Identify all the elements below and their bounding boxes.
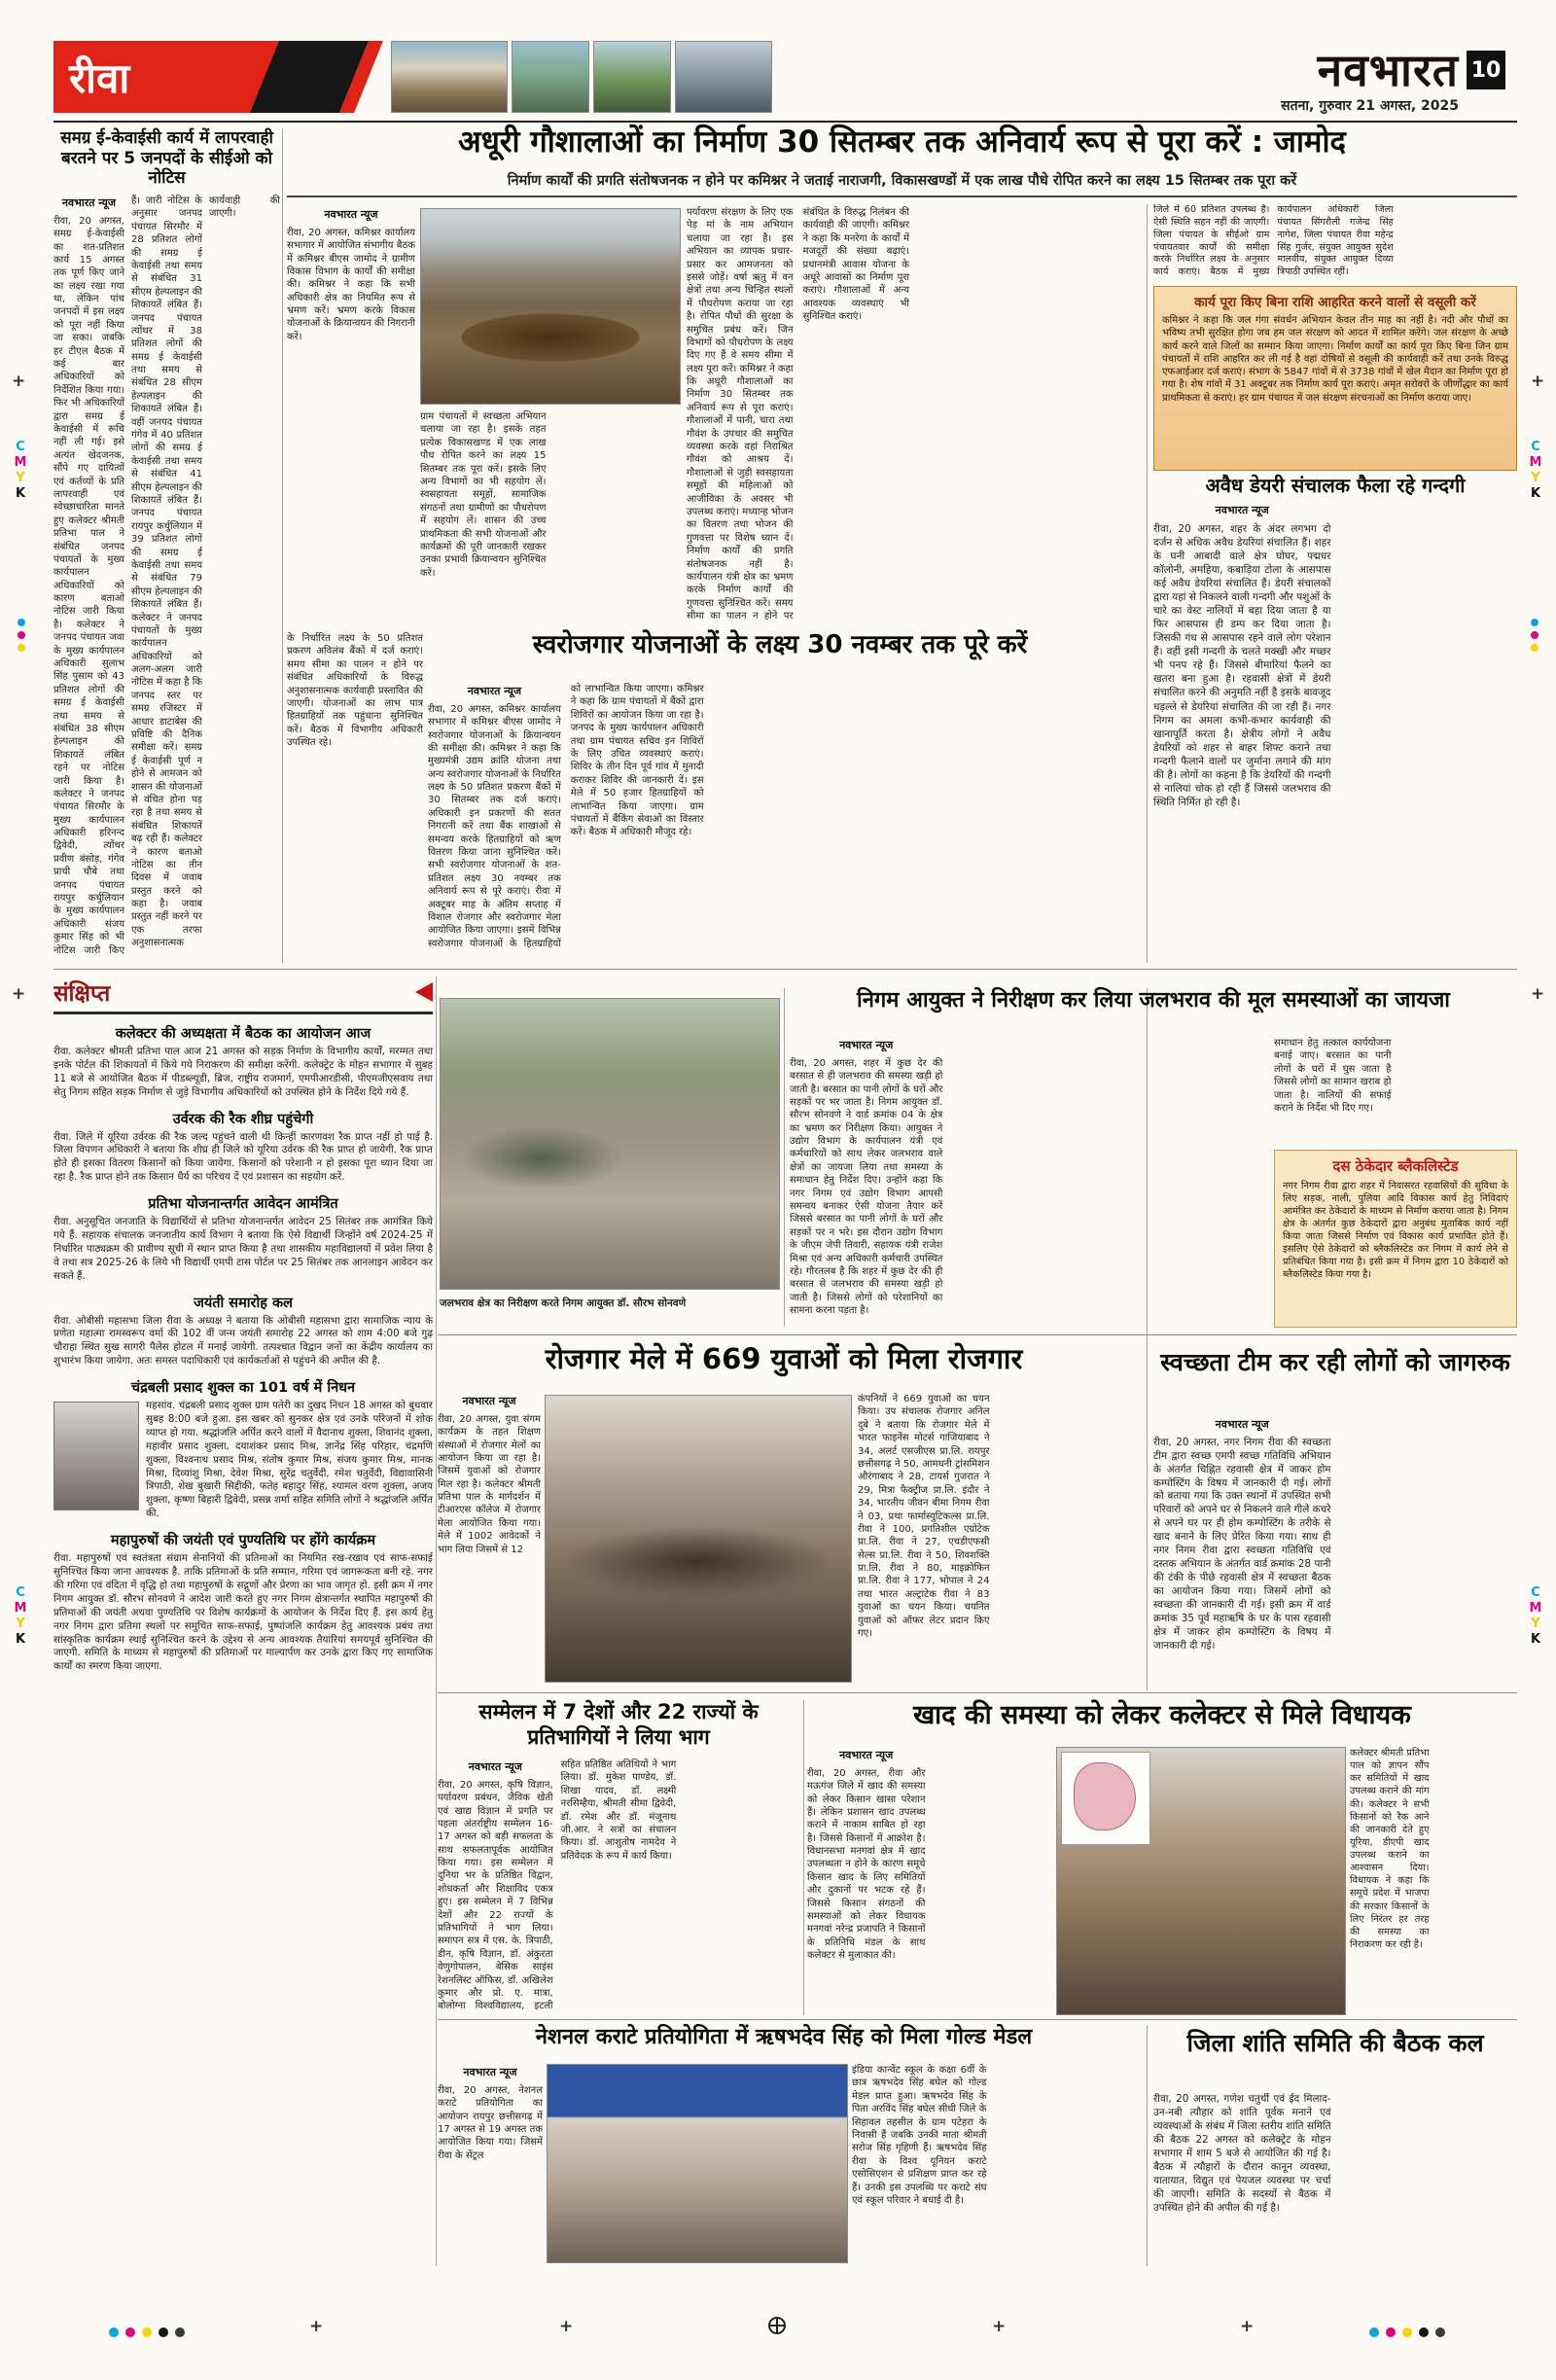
mla-collector-meeting-photo	[1056, 1747, 1346, 2015]
registration-target	[768, 2317, 786, 2334]
brief-title: कलेक्टर की अध्यक्षता में बैठक का आयोजन आज	[115, 1026, 371, 1042]
highlight-box-body: कमिश्नर ने कहा कि जल गंगा संवर्धन अभियान केवल तीन माह का नहीं है। नदी और पौधों का भविष्य तभी सुरक्षित होगा जब हम जल संरक्षण को आदत में शामिल करेंगे। जल संरक्षण के अच्छे कार्य करने वाले जिलों का सम्मान किया जाएगा। निर्माण कार्यों का कार्य पूरा किए बिना जिन ग्राम पंचायतों में राशि आहरित कर ली गई है वहां दोषियों से वसूली की कार्यवाही करें तथा उनके विरुद्ध एफआईआर दर्ज कराएं। संभाग के 5847 गांवों में से 3738 गांवों में खेल मैदान का निर्माण पूरा हो गया है। शेष गांवों में 31 अक्टूबर तक निर्माण कार्य पूरा कराएं। अमृत सरोवरों के जीर्णोद्धार का कार्य प्राथमिकता से कराएं। हर ग्राम पंचायत में जल संरक्षण संरचनाओं का निर्माण कराया जाए।	[1162, 315, 1508, 404]
registration-mark: +	[12, 372, 26, 391]
brief-body: रीवा. अनुसूचित जनजाति के विद्यार्थियों से प्रतिभा योजनान्तर्गत आवेदन 25 सितंबर तक आमंत्रित किये गये हैं. सहायक संचालक जनजातीय कार्य विभाग ने बताया कि ऐसे विद्यार्थी जिन्होंने वर्ष 2024-25 में निर्धारित पाठ्यक्रम की प्रावीण्य सूची में स्थान प्राप्त किया है तथा शासकीय महाविद्यालयों में प्रवेश लिया है वे तथा सत्र 2025-26 के लिये भी विद्यार्थी एमपी टास पोर्टल पर 25 सितंबर तक आनलाइन आवेदन कर सकते हैं.	[53, 1216, 433, 1282]
edition-logo	[53, 41, 392, 113]
section-rule	[438, 1692, 1517, 1693]
article-lead-karate: नवभारत न्यूज रीवा, 20 अगस्त, नेशनल कराटे प्रतियोगिता का आयोजन रायपुर छत्तीसगढ़ में 17 अगस्त से 19 अगस्त तक आयोजित किया गया। जिसमें रीवा के सेंट्रल	[438, 2066, 543, 2161]
column-rule	[436, 977, 437, 2266]
column-rule	[1147, 2025, 1148, 2266]
brief-title: महापुरुषों की जयंती एवं पुण्यतिथि पर होंगे कार्यक्रम	[110, 1533, 376, 1549]
brief-title: चंद्रबली प्रसाद शुक्ल का 101 वर्ष में निधन	[130, 1380, 356, 1397]
masthead-dateline: सतना, गुरुवार 21 अगस्त, 2025	[1281, 98, 1459, 114]
section-rule	[438, 2019, 1517, 2020]
cmyk-mark-left: C M Y K	[14, 440, 27, 501]
article-headline-karate: नेशनल कराटे प्रतियोगिता में ऋषभदेव सिंह को मिला गोल्ड मेडल	[535, 2025, 1033, 2049]
brief-item	[53, 1023, 433, 1100]
waterlogging-inspection-photo	[440, 998, 780, 1290]
article-body-karate: इंडिया कान्वेंट स्कूल के कक्षा 6वीं के छात्र ऋषभदेव सिंह बघेल को गोल्ड मेडल प्राप्त हुआ। ऋषभदेव सिंह के पिता अरविंद सिंह बघेल सीधी जिले के सिहावल तहसील के ग्राम पटेहरा के निवासी हैं जबकि उनकी माता श्रीमती सरोज सिंह गृहिणी हैं। ऋषभदेव सिंह रीवा के विश्व यूनियन कराटे एसोसिएशन से प्रशिक्षण प्राप्त कर रहे हैं। उनकी इस उपलब्धि पर कराटे संघ एवं स्कूल परिवार ने बधाई दी है।	[852, 2065, 987, 2206]
brief-title: उर्वरक की रैक शीघ्र पहुंचेगी	[172, 1111, 314, 1127]
column-rule	[282, 128, 283, 963]
brief-body: रीवा. जिले में यूरिया उर्वरक की रैक जल्द पहुंचने वाली थी किन्हीं कारणवश रैक प्राप्त नहीं हो पाई है. जिला विपणन अधिकारी ने बताया कि शीघ्र ही जिले को यूरिया उर्वरक की रैक प्राप्त हो जायेगी. रैक प्राप्त होते ही इसका वितरण किसानों को किया जायेगा. किसानों को परेशानी न हो इसका पूरा ध्यान दिया जा रहा है. रैक प्राप्त होने तक किसान धैर्य का परिचय दें एवं प्रशासन का सहयोग करें.	[53, 1130, 433, 1184]
article-headline-swarojgar: स्वरोजगार योजनाओं के लक्ष्य 30 नवम्बर तक पूरे करें	[532, 630, 1028, 659]
article-body-dairy: नवभारत न्यूज रीवा, 20 अगस्त, शहर के अंदर लगभग दो दर्जन से अधिक अवैध डेयरियां संचालित हैं। शहर के घनी आबादी वाले क्षेत्र घोघर, पद्मधर कॉलोनी, अमहिया, कबाड़िया टोला के आसपास कई अवैध डेयरियां संचालित हैं। डेयरी संचालकों द्वारा यहां से निकलने वाली गन्दगी और पशुओं के चारे का वेस्ट नालियों में बहा दिया जाता है या फिर आसपास ही डम्प कर दिया जाता है। जिसकी गंध से आसपास रहने वाले लोग परेशान हैं। वहीं इसी गन्दगी के चलते मक्खी और मच्छर भी पनप रहे हैं। जिससे बीमारियां फैलने का खतरा बना हुआ है। रहवासी क्षेत्रों में डेयरी संचालित करने की अनुमति नहीं है इसके बावजूद धड़ल्ले से डेयरियां संचालित की जा रही हैं। नगर निगम का अमला कभी-कभार कार्यवाही की खानापूर्ति करता है। क्षेत्रीय लोगों ने अवैध डेयरियों को शहर से बाहर शिफ्ट कराने तथा गन्दगी फैलाने वालों पर जुर्माना लगाने की मांग की है। लोगों का कहना है कि डेयरियों की गन्दगी से नालियां चोक हो रही हैं जिससे जलभराव की स्थिति निर्मित हो रही है।	[1153, 504, 1331, 808]
brief-body: रीवा. कलेक्टर श्रीमती प्रतिभा पाल आज 21 अगस्त को सड़क निर्माण के विभागीय कार्यों, मरम्मत तथा इनके पोर्टल की शिकायतों में किये गये निराकरण की समीक्षा करेंगी. कलेक्ट्रेट के मोहन सभागार में सुबह 11 बजे से आयोजित बैठक में पीडब्ल्यूडी, ब्रिज, राष्ट्रीय राजमार्ग, एमपीआरडीसी, पीएमजीएसवाय तथा सेतु निगम सहित सड़क निर्माण से जुड़े विभागीय अधिकारियों को उपस्थित होने के निर्देश दिये गये हैं.	[53, 1046, 433, 1098]
registration-mark: +	[992, 2317, 1007, 2336]
article-headline-waterlogging: निगम आयुक्त ने निरीक्षण कर लिया जलभराव की मूल समस्याओं का जायजा	[857, 988, 1450, 1012]
brief-item-obituary	[53, 1377, 433, 1521]
masthead-photo-river	[512, 41, 589, 113]
registration-mark: +	[1240, 2317, 1255, 2336]
article-headline-dairy: अवैध डेयरी संचालक फैला रहे गन्दगी	[1205, 474, 1466, 497]
blacklist-box	[1274, 1150, 1517, 1328]
brief-body: रीवा. ओबीसी महासभा जिला रीवा के अध्यक्ष ने बताया कि ओबीसी महासभा द्वारा सामाजिक न्याय के प्रणेता महात्मा रामस्वरूप वर्मा की 102 वीं जन्म जयंती समारोह 22 अगस्त को शाम 4:00 बजे गुढ़ चौराहा स्थित सुख सागरी पैलेस होटल में मनाई जायेगी. तत्पश्चात विद्वान जनों का केंद्रीय कार्यालय का शुभारंभ किया जायेगा. अतः समस्त पदाधिकारी एवं कार्यकर्ताओं से पहुंचने की अपील की है.	[53, 1314, 433, 1368]
highlight-box-title: कार्य पूरा किए बिना राशि आहरित करने वालों से वसूली करें	[1194, 295, 1476, 310]
edition-name: रीवा	[69, 54, 130, 102]
brief-item	[53, 1109, 433, 1186]
recovery-highlight-box	[1153, 286, 1517, 471]
masthead-photo-building	[675, 41, 772, 113]
briefs-rail	[53, 977, 433, 2266]
blacklist-box-title: दस ठेकेदार ब्लैकलिस्टेड	[1332, 1157, 1459, 1175]
briefs-title: संक्षिप्त	[53, 981, 111, 1007]
article-body-peace-committee: रीवा, 20 अगस्त, गणेश चतुर्थी एवं ईद मिलाद-उन-नबी त्यौहार को शांति पूर्वक मनाने एवं व्यवस्थाओं के संबंध में जिला स्तरीय शांति समिति की बैठक 22 अगस्त को कलेक्ट्रेट के मोहन सभागार में शाम 5 बजे से आयोजित की गई है। बैठक में त्यौहारों के दौरान कानून व्यवस्था, यातायात, विद्युत एवं पेयजल व्यवस्था पर चर्चा की जाएगी। समिति के सदस्यों से बैठक में उपस्थित होने की अपील की गई है।	[1153, 2093, 1331, 2214]
article-headline-ekyc: समग्र ई-केवाईसी कार्य में लापरवाही बरतने पर 5 जनपदों के सीईओ को नोटिस	[60, 128, 273, 189]
cmyk-mark-right: C M Y K	[1529, 440, 1542, 501]
article-headline-swachhata: स्वच्छता टीम कर रही लोगों को जागरुक	[1160, 1348, 1510, 1376]
brief-item	[53, 1530, 433, 1674]
blacklist-box-body: नगर निगम रीवा द्वारा शहर में निवासरत रहवासियों की सुविधा के लिए सड़क, नाली, पुलिया आदि विकास कार्य हेतु निविदाएं आमंत्रित कर ठेकेदारों के माध्यम से निर्माण कराया जाता है। निगम क्षेत्र के अंतर्गत कुछ ठेकेदारों द्वारा अनुबंध मुताबिक कार्य नहीं किया जाता जिससे निर्माण एवं विकास कार्य प्रभावित होते हैं। इसलिए ऐसे ठेकेदारों को ब्लैकलिस्टेड कर निगम में कार्य लेने से प्रतिबंधित किया गया है। इसी क्रम में निगम द्वारा 10 ठेकेदारों को ब्लैकलिस्टेड किया गया है।	[1283, 1181, 1508, 1281]
jobfair-photo	[545, 1395, 852, 1683]
briefs-header	[53, 977, 433, 1014]
registration-mark: +	[309, 2317, 324, 2336]
byline: नवभारत न्यूज	[1215, 1418, 1269, 1431]
brief-body: महसांव. चंद्रबली प्रसाद शुक्ल ग्राम पतेरी का दुखद निधन 18 अगस्त को बुधवार सुबह 8:00 बजे हुआ. इस खबर को सुनकर क्षेत्र एवं उनके परिजनों में शोक व्याप्त हो गया. श्रद्धांजलि अर्पित करने वालों में वैदानाथ शुक्ला, शिवानंद शुक्ला, महावीर प्रसाद शुक्ला, दयाशंकर प्रसाद मिश्र, ज्ञानेंद्र सिंह परिहार, चंद्रमणि शुक्ला, विश्वनाथ प्रसाद मिश्र, संतोष कुमार मिश्र, संजय कुमार मिश्र, मानक मिश्रा, दिव्यांशु मिश्रा, देवेश मिश्रा, सुरेंद्र चतुर्वेदी, रमेश चतुर्वेदी, विद्यावासिनी त्रिपाठी, शेख बुखारी सिद्दीकी, फतेह बहादुर सिंह, श्यामल वरण शुक्ला, अजय शुक्ला, कृष्णा बिहारी द्विवेदी, प्रसन्न शर्मा सहित समिति लोगों ने श्रद्धांजलि अर्पित की.	[146, 1400, 433, 1520]
column-rule	[803, 1700, 804, 2015]
article-body-fertilizer-left: नवभारत न्यूज रीवा, 20 अगस्त, रीवा और मऊगंज जिले में खाद की समस्या को लेकर किसान खासा परेशान हैं। लेकिन प्रशासन खाद उपलब्ध कराने में नाकाम साबित हो रहा है। जिससे किसानों में आक्रोश है। विधानसभा मनगवां क्षेत्र में खाद उपलब्धता न होने के कारण समूचे किसान खाद के लिए समितियों और दुकानों पर भटक रहे हैं। जिससे किसान संगठनों की समस्याओं को लेकर विधायक मनगवां नरेन्द्र प्रजापति ने किसानों के प्रतिनिधि मंडल के साथ कलेक्टर से मुलाकात की।	[807, 1749, 926, 1962]
column-rule	[784, 988, 785, 1327]
brief-item	[53, 1293, 433, 1369]
article-headline-conference: सम्मेलन में 7 देशों और 22 राज्यों के प्रतिभागियों ने लिया भाग	[478, 1700, 759, 1749]
masthead-rule	[53, 121, 1517, 123]
obituary-portrait-photo	[53, 1402, 139, 1510]
article-lead-jobfair: नवभारत न्यूज रीवा, 20 अगस्त, युवा संगम कार्यक्रम के तहत शिक्षण संस्थाओं में रोजगार मेलों का आयोजन किया जा रहा है। जिसमें युवाओं को रोजगार मिल रहा है। कलेक्टर श्रीमती प्रतिभा पाल के मार्गदर्शन में टीआरएस कॉलेज में रोजगार मेला आयोजित किया गया। मेले में 1002 आवेदकों ने भाग लिया जिसमें से 12	[438, 1395, 541, 1555]
byline: नवभारत न्यूज	[61, 196, 117, 209]
color-dots-right	[1531, 619, 1538, 657]
byline: नवभारत न्यूज	[324, 208, 378, 221]
article-sidenote-gaushala: जिले में 60 प्रतिशत उपलब्ध है। ऐसी स्थिति सहन नहीं की जाएगी। जिला पंचायत के सीईओ ग्राम पंचायतवार कार्यों की समीक्षा करके निर्धारित लक्ष्य के अनुसार कार्य कराएं। बैठक में मुख्य कार्यपालन अधिकारी जिला पंचायत सिंगरौली गजेन्द्र सिंह नागेश, जिला पंचायत रीवा महेन्द्र सिंह गुर्जर, संयुक्त आयुक्त सुदेश मालवीय, संयुक्त आयुक्त दिव्या त्रिपाठी उपस्थित रहीं।	[1153, 204, 1394, 278]
page-number: 10	[1467, 51, 1505, 89]
article-lead-gaushala: नवभारत न्यूज रीवा, 20 अगस्त, कमिश्नर कार्यालय सभागार में आयोजित संभागीय बैठक में कमिश्नर बीएस जामोद ने ग्रामीण विकास विभाग के कार्यों की समीक्षा की। कमिश्नर ने कहा कि सभी अधिकारी क्षेत्र का नियमित रूप से भ्रमण करें। भ्रमण करके विकास योजनाओं के क्रियान्वयन की निगरानी करें।	[287, 208, 415, 342]
article-side-waterlogging: समाधान हेतु तत्काल कार्ययोजना बनाई जाए। बरसात का पानी लोगों के घरों में घुस जाता है जिससे लोगों का सामान खराब हो जाता है। नालियों की सफाई कराने के निर्देश भी दिए गए।	[1274, 1038, 1392, 1114]
color-dots-left	[18, 619, 25, 657]
article-headline-peace-committee: जिला शांति समिति की बैठक कल	[1186, 2029, 1484, 2057]
column-rule	[1147, 204, 1148, 963]
registration-mark: +	[1531, 372, 1545, 391]
registration-mark: +	[559, 2317, 574, 2336]
commissioner-meeting-photo	[420, 208, 681, 405]
article-headline-fertilizer: खाद की समस्या को लेकर कलेक्टर से मिले विधायक	[913, 1700, 1411, 1730]
article-body-swarojgar: नवभारत न्यूज रीवा, 20 अगस्त, कमिश्नर कार्यालय सभागार में कमिश्नर बीएस जामोद ने स्वरोजगार योजनाओं के क्रियान्वयन की समीक्षा की। कमिश्नर ने कहा कि मुख्यमंत्री उद्यम क्रांति योजना तथा अन्य स्वरोजगार योजनाओं के निर्धारित लक्ष्य के 50 प्रतिशत प्रकरण बैंकों में 30 सितम्बर तक दर्ज कराएं। अधिकारी इन प्रकरणों की सतत निगरानी करें तथा बैंक शाखाओं से समन्वय करके हितग्राहियों को ऋण वितरण किया जाना सुनिश्चित करें। सभी स्वरोजगार योजनाओं के शत-प्रतिशत लक्ष्य 30 नवम्बर तक अनिवार्य रूप से पूरे कराएं। रीवा में अक्टूबर माह के अंतिम सप्ताह में विशाल रोजगार और स्वरोजगार मेला आयोजित किया जाएगा। इसमें विभिन्न स्वरोजगार योजनाओं के हितग्राहियों को लाभान्वित किया जाएगा। कमिश्नर ने कहा कि ग्राम पंचायतों में बैंकों द्वारा शिविरों का आयोजन किया जा रहा है। जनपद के मुख्य कार्यपालन अधिकारी तथा ग्राम पंचायत सचिव इन शिविरों के लिए उचित व्यवस्थाएं कराएं। शिविर के तीन दिन पूर्व गांव में मुनादी कराकर शिविर की जानकारी दें। इस मेले में 50 हजार हितग्राहियों को लाभान्वित किया जाएगा। ग्राम पंचायतों में बैंकिंग सेवाओं का विस्तार करें। बैठक में अधिकारी मौजूद रहे।	[428, 684, 704, 949]
photo-caption-waterlogging: जलभराव क्षेत्र का निरीक्षण करते निगम आयुक्त डॉ. सौरभ सोनवणे	[440, 1297, 687, 1309]
article-body-swachhata: नवभारत न्यूज रीवा, 20 अगस्त, नगर निगम रीवा की स्वच्छता टीम द्वारा स्वच्छ एमपी स्वच्छ गतिविधि अभियान के अंतर्गत चिह्नित रहवासी क्षेत्र में जाकर होम कम्पोस्टिंग के विषय में जानकारी दी गई। लोगों को बताया गया कि उक्त स्थानों में उपस्थित सभी परिवारों को अपने घर से निकलने वाले गीले कचरे से अपने घर पर ही होम कम्पोस्टिंग के तरीके से खाद बनाने के लिए प्रेरित किया गया। साथ ही नगर निगम रीवा द्वारा स्वच्छता गतिविधि एवं दस्तक अभियान के अंतर्गत वार्ड क्रमांक 28 पानी की टंकी के पीछे रहवासी क्षेत्र में स्वच्छता बैठक का आयोजन किया गया। जिसमें लोगों को स्वच्छता की जानकारी दी गई। इसी क्रम में वार्ड क्रमांक 35 पूर्व महाऋषि के घर के पास रहवासी क्षेत्र में जाकर होम कम्पोस्टिंग के विषय में जानकारी दी गई।	[1153, 1418, 1331, 1652]
byline: नवभारत न्यूज	[467, 685, 521, 697]
cmyk-mark-right-2: C M Y K	[1529, 1585, 1542, 1647]
briefs-arrow-icon	[415, 982, 433, 1002]
article-body-jobfair: कंपनियों ने 669 युवाओं का चयन किया। उप संचालक रोजगार अनिल दुबे ने बताया कि रोजगार मेले में भारत फाइनेंस मोटर्स गाजियाबाद ने 34, अलर्ट एसजीएस प्रा.लि. रायपुर छत्तीसगढ़ ने 50, आमधनी ट्रांसमिशन औरंगाबाद ने 28, टायर्स गुजरात ने 29, मित्रा फैक्ट्रीज प्रा.लि. इंदौर ने 34, भारतीय जीवन बीमा निगम रीवा ने 03, प्रथा फार्मास्युटिकल्स प्रा.लि. रीवा ने 100, प्रगतिशील एग्रोटेक प्रा.लि. रीवा ने 27, एचडीएफसी सेल्स प्रा.लि. रीवा ने 50, शिवशक्ति प्रा.लि. रीवा ने 80, माइक्रोफिन प्रा.लि. रीवा ने 177, भोपाल ने 24 तथा भारत अल्ट्राटेक रीवा ने 83 युवाओं का चयन किया। चयनित युवाओं को ऑफर लेटर प्रदान किए गए।	[858, 1394, 990, 1640]
article-subhead-gaushala: निर्माण कार्यों की प्रगति संतोषजनक न होने पर कमिश्नर ने जताई नाराजगी, विकासखण्डों में एक लाख पौधे रोपित करने का लक्ष्य 15 सितम्बर तक पूरा करें	[287, 167, 1517, 197]
color-bar-left	[109, 2323, 192, 2341]
article-body-fertilizer-right: कलेक्टर श्रीमती प्रतिभा पाल को ज्ञापन सौंप कर समितियों में खाद उपलब्ध कराने की मांग की। कलेक्टर ने सभी किसानों को रैक आने की जानकारी देते हुए यूरिया, डीएपी खाद उपलब्ध कराने का आश्वासन दिया। विधायक ने कहा कि समूचे प्रदेश में भाजपा की सरकार किसानों के लिए निरंतर हर तरह की समस्या का निराकरण कर रही है।	[1350, 1748, 1430, 1950]
brief-body: रीवा. महापुरुषों एवं स्वतंत्रता संग्राम सेनानियों की प्रतिमाओं का नियमित रख-रखाव एवं साफ-सफाई सुनिश्चित किया जाना आवश्यक है. ताकि प्रतिमाओं के प्रति सम्मान, गरिमा एवं जागरूकता बनी रहे. नगर की गरिमा एवं वंदिता में वृद्धि हो तथा महापुरुषों के सद्गुणों और प्रेरणा का भाव जागृत हो. इसी क्रम में नगर निगम आयुक्त डॉ. सौरभ सोनवणे ने आदेश जारी करते हुए नगर निगम क्षेत्रान्तर्गत स्थापित महापुरुषों की प्रतिमाओं की जयंती अथवा पुण्यतिथि पर विशेष कार्यक्रमों के आयोजन के निर्देश दिए हैं. इस कार्य हेतु नगर निगम द्वारा प्रतिमा स्थलों पर समुचित साफ-सफाई, पुष्पांजलि कार्यक्रम हेतु आवश्यक प्रबंध तथा सांस्कृतिक कार्यक्रम स्थाई सुनिश्चित करने के उद्देश्य से अन्य आवश्यक तैयारियां समयपूर्व सुनिश्चित की जाएगी. समिति के माध्यम से महापुरुषों की प्रतिमाओं पर माल्यार्पण कर उनके द्वारा किए गए सामाजिक कार्यों का स्मरण किया जाएगा.	[53, 1552, 433, 1673]
article-body-conference: नवभारत न्यूज रीवा, 20 अगस्त, कृषि विज्ञान, पर्यावरण प्रबंधन, जैविक खेती एवं खाद्य विज्ञान में प्रगति पर पहला अंतर्राष्ट्रीय सम्मेलन 16-17 अगस्त को बड़ी सफलता के साथ सफलतापूर्वक आयोजित किया गया। इस सम्मेलन में दुनिया भर के प्रतिष्ठित विद्वान, शोधकर्ता और शिक्षाविद एकत्र हुए। इस सम्मेलन में 7 विभिन्न देशों और 22 राज्यों के प्रतिभागियों ने भाग लिया। समापन सत्र में एस. के. त्रिपाठी, डीन, कृषि विज्ञान, डॉ. अंकुरता वेणुगोपालन, बेसिक साइंस रेशनलिस्ट ऑफिस, डॉ. अखिलेश कुमार और प्रो. ए. मात्रा, बोलोग्ना विश्वविद्यालय, इटली सहित प्रतिष्ठित अतिथियों ने भाग लिया। डॉ. मुकेश पाण्डेय, डॉ. शिखा यादव, डॉ. लक्ष्मी नरसिम्हैया, श्रीमती सीमा द्विवेदी, डॉ. रमेश और डॉ. मंजूनाथ जी.आर. ने सत्रों का संचालन किया। डॉ. आशुतोष नामदेव ने प्रतिवेदक के रूप में कार्य किया।	[438, 1759, 677, 2012]
article-body-waterlogging: नवभारत न्यूज रीवा, 20 अगस्त, शहर में कुछ देर की बरसात से ही जलभराव की समस्या खड़ी हो जाती है। बरसात का पानी लोगों के घरों और सड़कों पर भर जाता है। निगम आयुक्त डॉ. सौरभ सोनवणे ने वार्ड क्रमांक 04 के क्षेत्र का भ्रमण कर निरीक्षण किया। आयुक्त ने उद्योग विभाग के कार्यपालन यंत्री एवं कर्मचारियों को साथ लेकर जलभराव वाले क्षेत्रों का जायजा लिया तथा समस्या के समाधान हेतु निर्देश दिए। उन्होंने कहा कि नगर निगम एवं उद्योग विभाग आपसी समन्वय बनाकर ऐसी योजना तैयार करें जिससे बरसात का पानी लोगों के घरों और सड़कों पर न भरे। इस दौरान उद्योग विभाग के जीएम जेपी तिवारी, सहायक यंत्री राजेश मिश्रा एवं अन्य अधिकारी कर्मचारी उपस्थित रहे। गौरतलब है कि शहर में कुछ देर की ही बरसात से जलभराव की समस्या खड़ी हो जाती है। जिससे लोगों को परेशानियों का सामना करना पड़ता है।	[790, 1039, 943, 1317]
byline: नवभारत न्यूज	[462, 1395, 516, 1407]
section-rule	[438, 1334, 1517, 1335]
article-headline-jobfair: रोजगार मेले में 669 युवाओं को मिला रोजगार	[545, 1342, 1023, 1375]
section-rule	[53, 969, 1517, 970]
brief-item	[53, 1193, 433, 1283]
registration-mark: +	[12, 984, 26, 1004]
article-body-gaushala-extra: के निर्धारित लक्ष्य के 50 प्रतिशत प्रकरण अविलंब बैंकों में दर्ज कराएं। समय सीमा का पालन न होने पर संबंधित अधिकारियों के विरुद्ध अनुशासनात्मक कार्यवाही प्रस्तावित की जाएगी। योजनाओं का लाभ पात्र हितग्राहियों तक पहुंचाना सुनिश्चित करें। बैठक में विभागीय अधिकारी उपस्थित रहे।	[287, 633, 423, 749]
district-map-inset	[1061, 1752, 1150, 1845]
registration-mark: +	[1531, 984, 1545, 1004]
byline: नवभारत न्यूज	[463, 2066, 517, 2078]
article-body-ekyc: नवभारत न्यूज रीवा, 20 अगस्त, समग्र ई-केवाईसी का शत-प्रतिशत कार्य 15 अगस्त तक पूर्ण किए जाने का लक्ष्य रखा गया था, लेकिन पांच जनपदों में इस लक्ष्य को पूरा नहीं किया जा सका। जबकि हर टीएल बैठक में कई बार अधिकारियों को निर्देशित किया गया। फिर भी अधिकारियों द्वारा समग्र ई केवाईसी में रूचि नहीं ली गई। इसे अत्यंत खेदजनक, सौंपे गए दायित्वों एवं कर्तव्यों के प्रति लापरवाही एवं स्वेच्छाचारिता मानते हुए कलेक्टर श्रीमती प्रतिभा पाल ने संबंधित जनपद पंचायतों के मुख्य कार्यपालन अधिकारियों को कारण बताओ नोटिस जारी किया है। कलेक्टर ने जनपद पंचायत जवा के मुख्य कार्यपालन अधिकारी सुलाभ सिंह पुसाम को 43 प्रतिशत लोगों की समग्र ई केवाईसी तथा समय से संबंधित 38 सीएम हेल्पलाइन की शिकायतें लंबित रहने पर नोटिस जारी किया है। कलेक्टर ने जनपद पंचायत सिरमौर के मुख्य कार्यपालन अधिकारी हरिनन्द द्विवेदी, त्योंथर प्रवीण बंसोड़, गंगेव प्राची चौबे तथा जनपद पंचायत रायपुर कर्चुलियान के मुख्य कार्यपालन अधिकारी संजय कुमार सिंह को भी नोटिस जारी किए हैं। जारी नोटिस के अनुसार जनपद पंचायत सिरमौर में 28 प्रतिशत लोगों की समग्र ई केवाईसी तथा समय से संबंधित 31 सीएम हेल्पलाइन की शिकायतें लंबित हैं। जनपद पंचायत त्योंथर में 38 प्रतिशत लोगों की समग्र ई केवाईसी तथा समय से संबंधित 28 सीएम हेल्पलाइन की शिकायतें लंबित हैं। वहीं जनपद पंचायत गंगेव में 40 प्रतिशत लोगों की समग्र ई केवाईसी तथा समय से संबंधित 41 सीएम हेल्पलाइन की शिकायतें लंबित हैं। जनपद पंचायत रायपुर कर्चुलियान में 39 प्रतिशत लोगों की समग्र ई केवाईसी तथा समय से संबंधित 79 सीएम हेल्पलाइन की शिकायतें लंबित हैं। कलेक्टर ने जनपद पंचायतों के मुख्य कार्यपालन अधिकारियों को अलग-अलग जारी नोटिस में कहा है कि जनपद स्तर पर समग्र रजिस्टर में आधार डाटाबेस की प्रविष्टि की दैनिक समीक्षा करें। समग्र ई केवाईसी पूर्ण न होने से आमजन को शासन की योजनाओं से वंचित होना पड़ रहा है तथा समय से संबंधित शिकायतें बढ़ रही हैं। कलेक्टर ने कारण बताओ नोटिस का तीन दिवस में जवाब प्रस्तुत करने को कहा है। जवाब प्रस्तुत नहीं करने पर एक तरफा अनुशासनात्मक कार्यवाही की जाएगी।	[53, 195, 280, 956]
brief-title: जयंती समारोह कल	[194, 1295, 293, 1311]
cmyk-mark-left-2: C M Y K	[14, 1585, 27, 1647]
byline: नवभारत न्यूज	[839, 1749, 894, 1761]
masthead-photo-waterfall	[391, 41, 508, 113]
article-body-gaushala: पर्यावरण संरक्षण के लिए एक पेड़ मां के नाम अभियान चलाया जा रहा है। इस अभियान का व्यापक प्रचार-प्रसार कर आमजनता को इससे जोड़ें। वर्षा ऋतु में वन क्षेत्रों तथा अन्य चिन्हित स्थलों में पौधरोपण कराया जा रहा है। रोपित पौधों की सुरक्षा के समुचित प्रबंध करें। जिन विभागों को पौधरोपण के लक्ष्य दिए गए हैं वे समय सीमा में लक्ष्य पूरा करें। कमिश्नर ने कहा कि अधूरी गौशालाओं का निर्माण 30 सितम्बर तक अनिवार्य रूप से पूरा कराएं। गौशालाओं में पानी, चारा तथा गौवंश के उपचार की समुचित व्यवस्था करके वहां निराश्रित गौवंश को आश्रय दें। गौशालाओं से जुड़ी स्वसहायता समूहों की महिलाओं को आजीविका के अवसर भी उपलब्ध कराएं। मध्यान्ह भोजन का वितरण तथा भोजन की गुणवत्ता पर विशेष ध्यान दें। निर्माण कार्यों की प्रगति संतोषजनक नहीं है। कार्यपालन यंत्री क्षेत्र का भ्रमण करके निर्माण कार्यों की गुणवत्ता सुनिश्चित करें। समय सीमा का पालन न होने पर संबंधित के विरुद्ध निलंबन की कार्यवाही की जाएगी। कमिश्नर ने कहा कि मनरेगा के कार्यों में मजदूरों की संख्या बढ़ाएं। प्रधानमंत्री आवास योजना के अधूरे आवासों का निर्माण पूरा कराएं। गौशालाओं में अन्य आवश्यक व्यवस्थाएं भी सुनिश्चित कराएं।	[687, 207, 909, 622]
karate-ceremony-photo	[547, 2064, 848, 2263]
article-headline-gaushala: अधूरी गौशालाओं का निर्माण 30 सितम्बर तक अनिवार्य रूप से पूरा करें : जामोद	[458, 124, 1346, 160]
byline: नवभारत न्यूज	[839, 1039, 894, 1051]
color-bar-right	[1369, 2323, 1452, 2341]
byline: नवभारत न्यूज	[468, 1760, 522, 1773]
masthead-photo-greenery	[593, 41, 671, 113]
byline: नवभारत न्यूज	[1215, 504, 1269, 516]
brief-title: प्रतिभा योजनान्तर्गत आवेदन आमंत्रित	[148, 1196, 338, 1213]
article-body-gaushala-underphoto: ग्राम पंचायतों में स्वच्छता अभियान चलाया जा रहा है। इसके तहत प्रत्येक विकासखण्ड में एक लाख पौध रोपित करने का लक्ष्य 15 सितम्बर तक पूरा करें। इसके लिए अन्य विभागों का भी सहयोग लें। स्वसहायता समूहों, सामाजिक संगठनों तथा ग्रामीणों का पौधरोपण में सहयोग लें। शासन की उच्च प्राथमिकता की सभी योजनाओं और कार्यक्रमों की पूरी जानकारी रखकर उनका प्रभावी क्रियान्वयन सुनिश्चित करें।	[420, 411, 547, 579]
paper-logo: नवभारत	[1317, 44, 1459, 96]
